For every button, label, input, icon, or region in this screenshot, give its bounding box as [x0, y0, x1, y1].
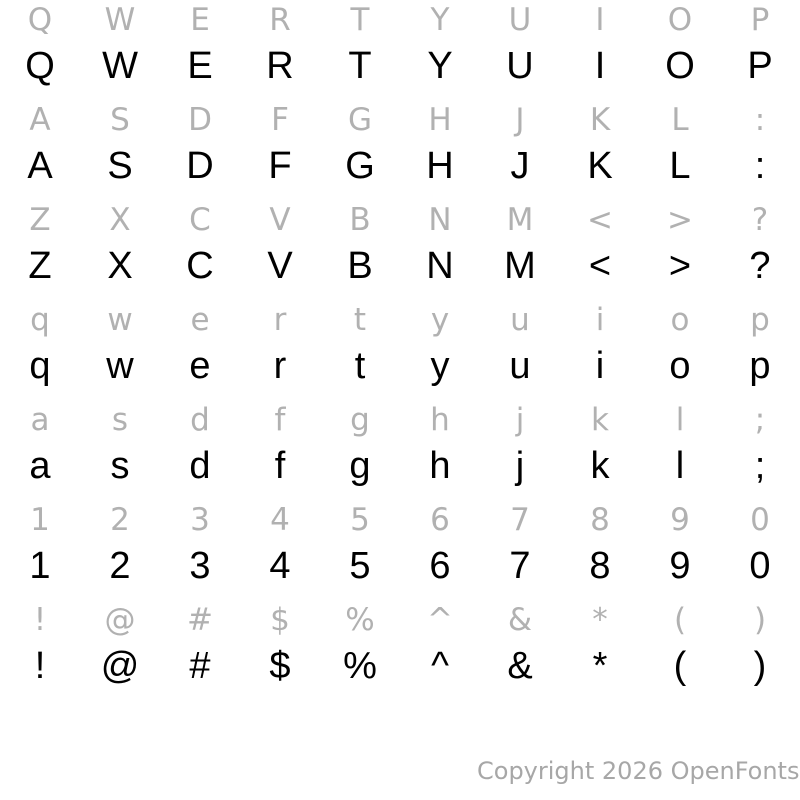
glyph-cell: F [268, 145, 292, 187]
glyph-cell: 0 [749, 545, 771, 587]
glyph-cell: C [186, 245, 214, 287]
glyph-cell: h [430, 402, 450, 438]
glyph-cell: Q [25, 45, 55, 87]
glyph-cell: $ [270, 602, 290, 638]
specimen-pair-lowercase-asdf [0, 400, 800, 500]
glyph-cell: s [110, 445, 130, 487]
specimen-pair-uppercase-qwerty [0, 0, 800, 100]
glyph-cell: ) [753, 645, 767, 687]
glyph-cell: g [349, 445, 371, 487]
glyph-cell: 7 [509, 545, 531, 587]
solid-row [0, 446, 800, 500]
glyph-cell: d [189, 445, 211, 487]
glyph-cell: 7 [510, 502, 530, 538]
glyph-cell: 2 [109, 545, 131, 587]
glyph-cell: H [426, 145, 454, 187]
glyph-cell: * [592, 602, 608, 638]
glyph-cell: N [428, 202, 452, 238]
glyph-cell: ; [754, 445, 766, 487]
glyph-cell: 3 [189, 545, 211, 587]
solid-row [0, 646, 800, 700]
glyph-cell: U [508, 2, 532, 38]
glyph-cell: y [430, 345, 450, 387]
glyph-cell: G [347, 102, 373, 138]
glyph-cell: R [266, 45, 294, 87]
glyph-cell: # [189, 645, 211, 687]
glyph-cell: B [349, 202, 371, 238]
copyright-text: Copyright 2026 OpenFonts [477, 757, 800, 785]
specimen-pair-digits [0, 500, 800, 600]
glyph-cell: g [350, 402, 370, 438]
glyph-cell: i [595, 302, 605, 338]
glyph-cell: Y [427, 45, 453, 87]
glyph-cell: L [669, 145, 691, 187]
glyph-cell: B [347, 245, 373, 287]
specimen-pair-uppercase-zxcv [0, 200, 800, 300]
glyph-cell: R [269, 2, 291, 38]
glyph-cell: 8 [589, 545, 611, 587]
ghost-row [0, 0, 800, 46]
glyph-cell: l [675, 402, 685, 438]
glyph-cell: i [595, 345, 605, 387]
glyph-cell: k [591, 402, 609, 438]
glyph-cell: H [428, 102, 452, 138]
glyph-cell: O [667, 2, 693, 38]
glyph-cell: a [30, 402, 50, 438]
glyph-cell: d [190, 402, 210, 438]
glyph-cell: J [510, 145, 530, 187]
glyph-cell: E [190, 2, 210, 38]
solid-row [0, 46, 800, 100]
specimen-pair-lowercase-qwerty [0, 300, 800, 400]
solid-row [0, 546, 800, 600]
glyph-cell: f [274, 402, 286, 438]
ghost-row [0, 200, 800, 246]
glyph-cell: j [515, 402, 525, 438]
ghost-row [0, 100, 800, 146]
glyph-cell: o [669, 345, 691, 387]
glyph-cell: > [667, 202, 693, 238]
glyph-cell: a [29, 445, 51, 487]
glyph-cell: k [590, 445, 610, 487]
ghost-row [0, 300, 800, 346]
glyph-cell: % [343, 645, 377, 687]
glyph-cell: r [273, 345, 287, 387]
glyph-cell: K [589, 102, 611, 138]
glyph-cell: M [504, 245, 536, 287]
glyph-cell: Z [28, 245, 52, 287]
glyph-cell: ) [753, 602, 767, 638]
glyph-cell: Q [27, 2, 53, 38]
glyph-cell: 6 [429, 545, 451, 587]
glyph-cell: < [587, 202, 613, 238]
glyph-cell: ? [749, 245, 771, 287]
glyph-cell: M [506, 202, 534, 238]
glyph-cell: w [107, 302, 133, 338]
glyph-cell: & [507, 602, 533, 638]
glyph-cell: u [509, 345, 531, 387]
glyph-cell: # [187, 602, 213, 638]
glyph-cell: F [271, 102, 289, 138]
glyph-cell: A [27, 145, 53, 187]
glyph-cell: y [430, 302, 450, 338]
glyph-cell: $ [269, 645, 291, 687]
glyph-cell: P [747, 45, 773, 87]
glyph-cell: ; [754, 402, 766, 438]
solid-row [0, 246, 800, 300]
glyph-cell: S [107, 145, 133, 187]
glyph-cell: u [510, 302, 530, 338]
solid-row [0, 346, 800, 400]
glyph-cell: T [350, 2, 370, 38]
glyph-cell: 2 [110, 502, 130, 538]
glyph-cell: ? [751, 202, 769, 238]
glyph-cell: h [429, 445, 451, 487]
ghost-row [0, 400, 800, 446]
glyph-cell: 9 [670, 502, 690, 538]
glyph-cell: 6 [430, 502, 450, 538]
glyph-cell: A [29, 102, 51, 138]
glyph-cell: ! [33, 602, 47, 638]
glyph-cell: I [594, 45, 606, 87]
glyph-cell: O [665, 45, 695, 87]
glyph-cell: & [507, 645, 533, 687]
glyph-cell: : [754, 145, 766, 187]
glyph-cell: Y [430, 2, 450, 38]
glyph-cell: W [102, 45, 138, 87]
glyph-cell: E [187, 45, 213, 87]
glyph-cell: 1 [30, 502, 50, 538]
solid-row [0, 146, 800, 200]
glyph-cell: X [109, 202, 131, 238]
glyph-cell: 4 [269, 545, 291, 587]
glyph-cell: 5 [350, 502, 370, 538]
glyph-cell: j [515, 445, 525, 487]
glyph-cell: 1 [29, 545, 51, 587]
glyph-cell: G [345, 145, 375, 187]
glyph-cell: 5 [349, 545, 371, 587]
glyph-cell: f [274, 445, 286, 487]
glyph-cell: ( [673, 645, 687, 687]
glyph-cell: P [750, 2, 770, 38]
glyph-cell: p [749, 345, 771, 387]
glyph-cell: X [107, 245, 133, 287]
glyph-cell: D [188, 102, 212, 138]
specimen-pair-uppercase-asdf [0, 100, 800, 200]
glyph-cell: e [190, 302, 210, 338]
glyph-cell: p [750, 302, 770, 338]
glyph-cell: I [595, 2, 605, 38]
glyph-cell: > [668, 245, 692, 287]
glyph-cell: r [273, 302, 287, 338]
glyph-cell: @ [104, 602, 136, 638]
glyph-cell: ^ [427, 602, 453, 638]
glyph-cell: C [189, 202, 211, 238]
glyph-cell: V [269, 202, 291, 238]
glyph-cell: W [104, 2, 136, 38]
glyph-cell: S [110, 102, 130, 138]
glyph-cell: l [675, 445, 685, 487]
glyph-cell: N [426, 245, 454, 287]
glyph-cell: * [592, 645, 608, 687]
glyph-cell: 0 [750, 502, 770, 538]
glyph-cell: ( [673, 602, 687, 638]
ghost-row [0, 600, 800, 646]
ghost-row [0, 500, 800, 546]
glyph-cell: L [671, 102, 689, 138]
glyph-cell: < [588, 245, 612, 287]
glyph-cell: 4 [270, 502, 290, 538]
glyph-cell: V [267, 245, 293, 287]
glyph-cell: t [353, 302, 367, 338]
glyph-cell: t [354, 345, 366, 387]
glyph-cell: D [186, 145, 214, 187]
glyph-cell: ! [34, 645, 46, 687]
glyph-cell: % [345, 602, 375, 638]
glyph-cell: : [754, 102, 766, 138]
specimen-pair-symbols [0, 600, 800, 700]
glyph-cell: 3 [190, 502, 210, 538]
glyph-cell: 9 [669, 545, 691, 587]
glyph-cell: T [348, 45, 372, 87]
glyph-cell: o [670, 302, 690, 338]
glyph-cell: 8 [590, 502, 610, 538]
glyph-cell: q [29, 345, 51, 387]
glyph-cell: @ [100, 645, 140, 687]
glyph-cell: J [515, 102, 525, 138]
glyph-cell: K [587, 145, 613, 187]
glyph-cell: U [506, 45, 534, 87]
glyph-cell: ^ [431, 645, 449, 687]
glyph-cell: s [111, 402, 129, 438]
glyph-cell: Z [29, 202, 51, 238]
glyph-cell: q [30, 302, 50, 338]
glyph-cell: e [189, 345, 211, 387]
glyph-cell: w [106, 345, 134, 387]
